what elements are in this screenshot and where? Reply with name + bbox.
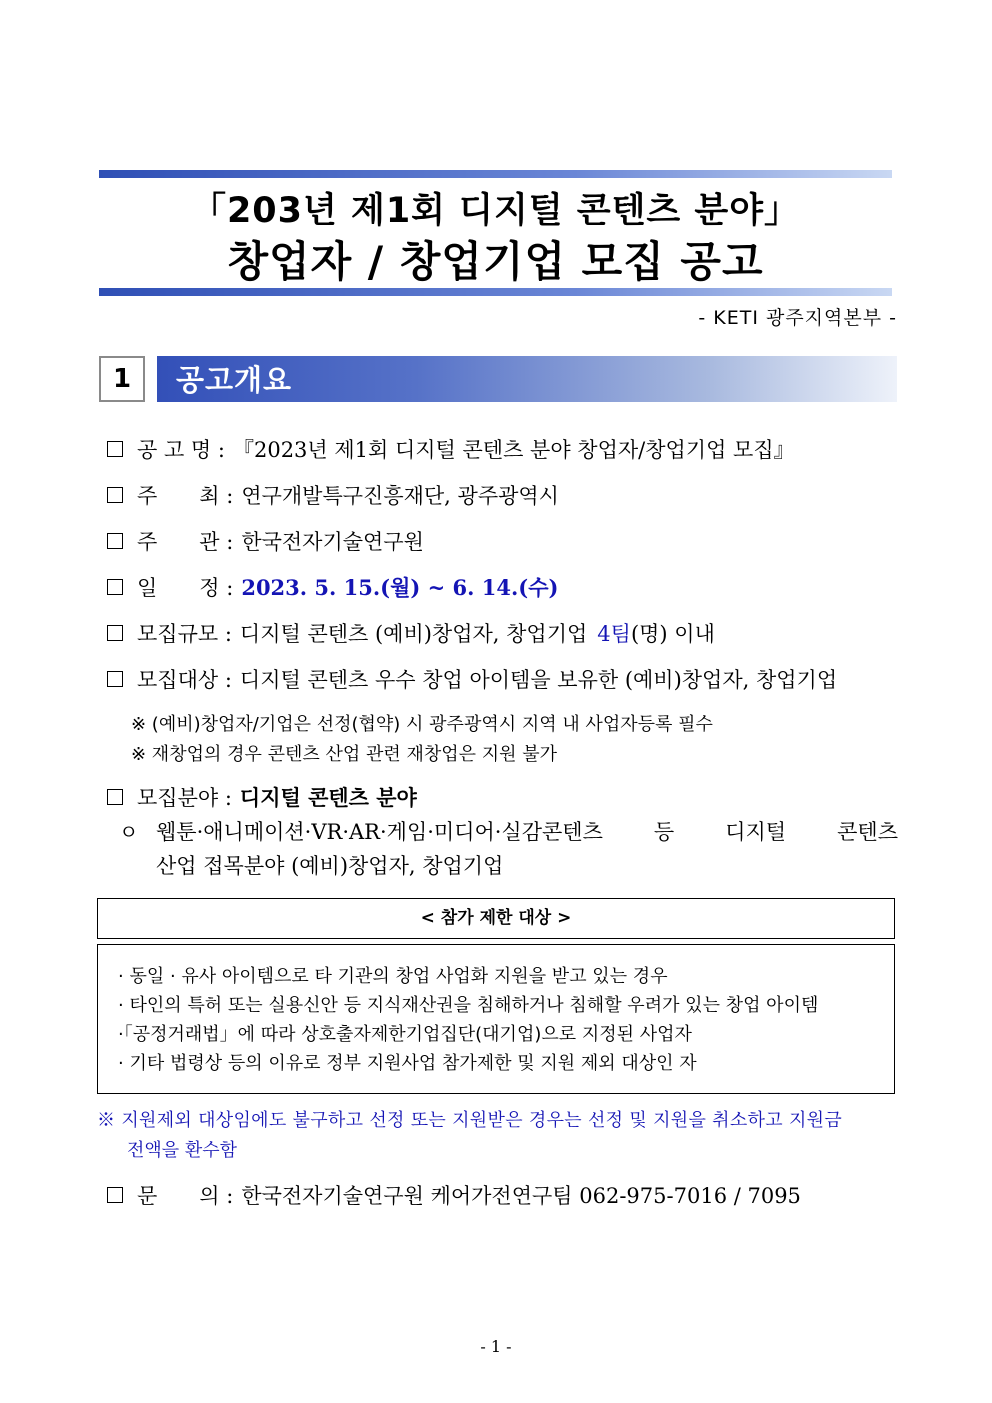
- restriction-header: < 참가 제한 대상 >: [97, 898, 895, 939]
- title-bottom-rule: [99, 288, 892, 296]
- item-value: 디지털 콘텐츠 (예비)창업자, 창업기업: [239, 622, 588, 646]
- checkbox-icon: [107, 625, 123, 641]
- item-label: 모집대상 :: [137, 668, 232, 692]
- schedule-value: 2023. 5. 15.(월) ~ 6. 14.(수): [241, 575, 559, 600]
- item-value: 『2023년 제1회 디지털 콘텐츠 분야 창업자/창업기업 모집』: [232, 438, 795, 462]
- item-value: 한국전자기술연구원: [241, 530, 424, 554]
- checkbox-icon: [107, 671, 123, 687]
- warning-line2: 전액을 환수함: [127, 1140, 238, 1161]
- item-label: 주 최 :: [137, 484, 234, 508]
- item-announcement-name: [107, 434, 795, 464]
- item-label: 문 의 :: [137, 1184, 234, 1208]
- field-detail-mark: ㅇ: [119, 820, 139, 844]
- checkbox-icon: [107, 789, 123, 805]
- checkbox-icon: [107, 441, 123, 457]
- title-top-rule: [99, 170, 892, 178]
- item-target: [107, 664, 837, 694]
- item-organizer: [107, 526, 424, 556]
- restriction-item: ·「공정거래법」에 따라 상호출자제한기업집단(대기업)으로 지정된 사업자: [118, 1024, 692, 1045]
- section-number: 1: [99, 356, 145, 402]
- item-value: 디지털 콘텐츠 분야: [239, 785, 417, 810]
- item-host: [107, 480, 559, 510]
- item-value-suffix: (명) 이내: [630, 622, 715, 646]
- item-field: [107, 782, 417, 812]
- field-detail-line1: 웹툰·애니메이션·VR·AR·게임·미디어·실감콘텐츠 등 디지털 콘텐츠: [156, 820, 898, 844]
- checkbox-icon: [107, 1187, 123, 1203]
- document-title-line1: 「203년 제1회 디지털 콘텐츠 분야」: [190, 191, 801, 231]
- field-detail-line2: 산업 접목분야 (예비)창업자, 창업기업: [156, 854, 504, 878]
- checkbox-icon: [107, 579, 123, 595]
- restriction-item: · 타인의 특허 또는 실용신안 등 지식재산권을 침해하거나 침해할 우려가 있는 창업 아이템: [118, 995, 819, 1016]
- item-value: 연구개발특구진흥재단, 광주광역시: [241, 484, 559, 508]
- checkbox-icon: [107, 533, 123, 549]
- restriction-item: · 기타 법령상 등의 이유로 정부 지원사업 참가제한 및 지원 제외 대상인 자: [118, 1053, 697, 1074]
- checkbox-icon: [107, 487, 123, 503]
- item-value: 한국전자기술연구원 케어가전연구팀 062-975-7016 / 7095: [241, 1184, 801, 1208]
- item-schedule: [107, 572, 558, 602]
- item-contact: [107, 1180, 801, 1210]
- warning-line1: ※ 지원제외 대상임에도 불구하고 선정 또는 지원받은 경우는 선정 및 지원을 취소하고 지원금: [97, 1110, 843, 1131]
- document-title-line2: 창업자 / 창업기업 모집 공고: [227, 237, 764, 286]
- item-label: 모집분야 :: [137, 786, 232, 810]
- item-value: 디지털 콘텐츠 우수 창업 아이템을 보유한 (예비)창업자, 창업기업: [239, 668, 838, 692]
- item-label: 주 관 :: [137, 530, 234, 554]
- item-label: 모집규모 :: [137, 622, 232, 646]
- team-count: 4팀: [597, 622, 631, 646]
- organization-name: - KETI 광주지역본부 -: [698, 307, 897, 329]
- restriction-item: · 동일 · 유사 아이템으로 타 기관의 창업 사업화 지원을 받고 있는 경우: [118, 966, 668, 987]
- page-number: - 1 -: [480, 1337, 512, 1356]
- section-title: 공고개요: [176, 363, 293, 397]
- item-label: 일 정 :: [137, 576, 234, 600]
- item-label: 공 고 명 :: [137, 438, 225, 462]
- target-note: ※ 재창업의 경우 콘텐츠 산업 관련 재창업은 지원 불가: [131, 744, 558, 765]
- item-scale: [107, 618, 715, 648]
- target-note: ※ (예비)창업자/기업은 선정(협약) 시 광주광역시 지역 내 사업자등록 필수: [131, 714, 713, 735]
